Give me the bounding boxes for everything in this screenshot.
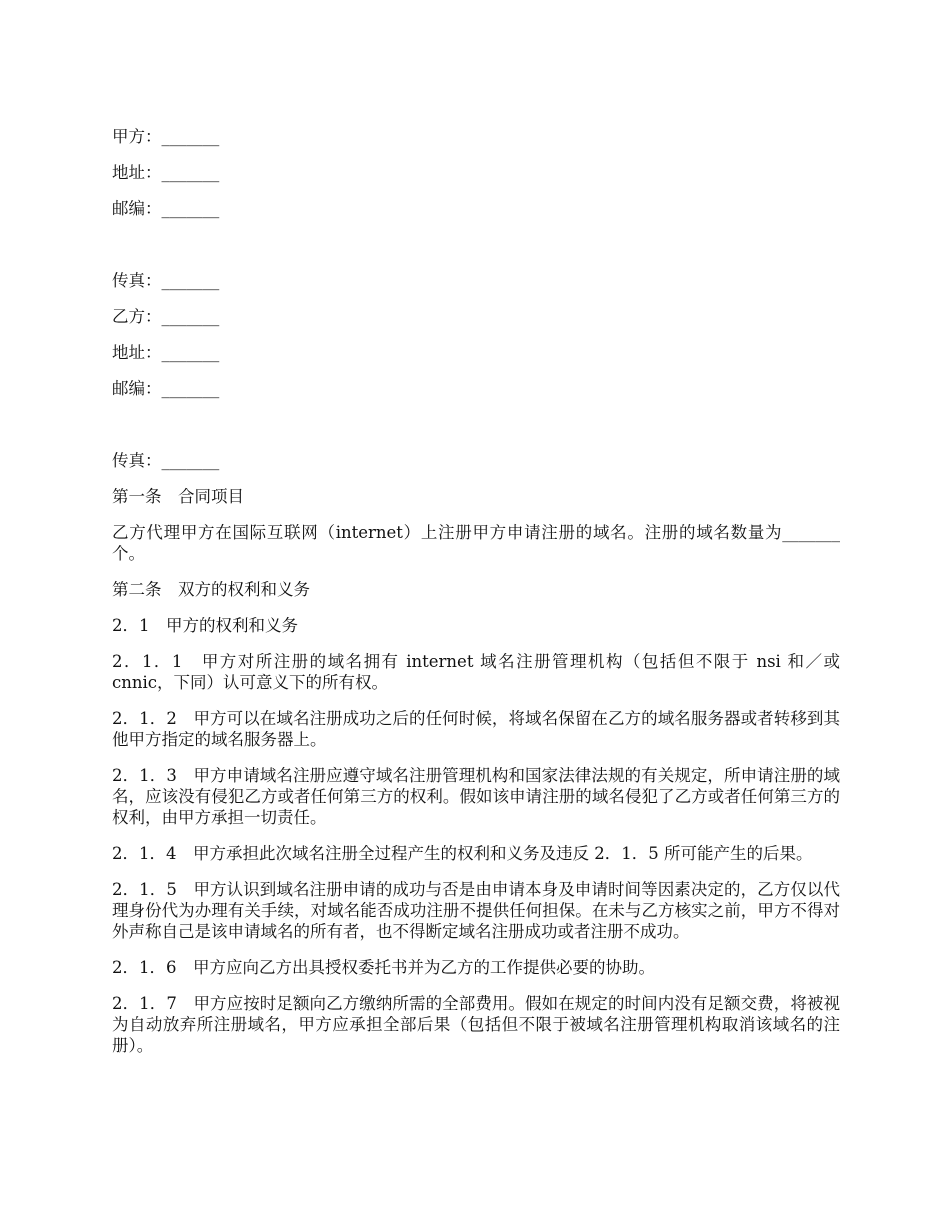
party-a-address: 地址：_______ xyxy=(112,163,220,182)
clause-2-1-4: 2．1．4 甲方承担此次域名注册全过程产生的权利和义务及违反 2．1．5 所可能产生的后果。 xyxy=(112,844,813,863)
article-1-body: 乙方代理甲方在国际互联网（internet）上注册甲方申请注册的域名。注册的域名数量为_______个。 xyxy=(112,523,840,563)
party-b-postcode: 邮编：_______ xyxy=(112,379,220,398)
clause-2-1-2: 2．1．2 甲方可以在域名注册成功之后的任何时候，将域名保留在乙方的域名服务器或者转移到其他甲方指定的域名服务器上。 xyxy=(112,709,840,749)
party-b-name: 乙方：_______ xyxy=(112,307,220,326)
clause-2-1-1: 2．1．1 甲方对所注册的域名拥有 internet 域名注册管理机构（包括但不限于 nsi 和／或 cnnic，下同）认可意义下的所有权。 xyxy=(112,652,846,692)
contract-document xyxy=(112,126,846,1071)
spacer xyxy=(112,414,840,450)
article-1-heading: 第一条 合同项目 xyxy=(112,487,244,506)
party-a-postcode: 邮编：_______ xyxy=(112,199,220,218)
party-a-name: 甲方：_______ xyxy=(112,127,220,146)
party-a-fax: 传真：_______ xyxy=(112,271,220,290)
spacer xyxy=(112,234,840,270)
party-b-address: 地址：_______ xyxy=(112,343,220,362)
clause-2-1-3: 2．1．3 甲方申请域名注册应遵守域名注册管理机构和国家法律法规的有关规定，所申请注册的域名，应该没有侵犯乙方或者任何第三方的权利。假如该申请注册的域名侵犯了乙方或者任何第三方的权利，由甲方承担一切责任。 xyxy=(112,766,840,827)
article-2-heading: 第二条 双方的权利和义务 xyxy=(112,580,310,599)
section-2-1-heading: 2．1 甲方的权利和义务 xyxy=(112,616,298,635)
party-b-fax: 传真：_______ xyxy=(112,451,220,470)
clause-2-1-7: 2．1．7 甲方应按时足额向乙方缴纳所需的全部费用。假如在规定的时间内没有足额交费，将被视为自动放弃所注册域名，甲方应承担全部后果（包括但不限于被域名注册管理机构取消该域名的注册）。 xyxy=(112,994,840,1055)
clause-2-1-5: 2．1．5 甲方认识到域名注册申请的成功与否是由申请本身及申请时间等因素决定的，乙方仅以代理身份代为办理有关手续，对域名能否成功注册不提供任何担保。在未与乙方核实之前，甲方不得对外声称自己是该申请域名的所有者，也不得断定域名注册成功或者注册不成功。 xyxy=(112,880,840,941)
clause-2-1-6: 2．1．6 甲方应向乙方出具授权委托书并为乙方的工作提供必要的协助。 xyxy=(112,958,655,977)
